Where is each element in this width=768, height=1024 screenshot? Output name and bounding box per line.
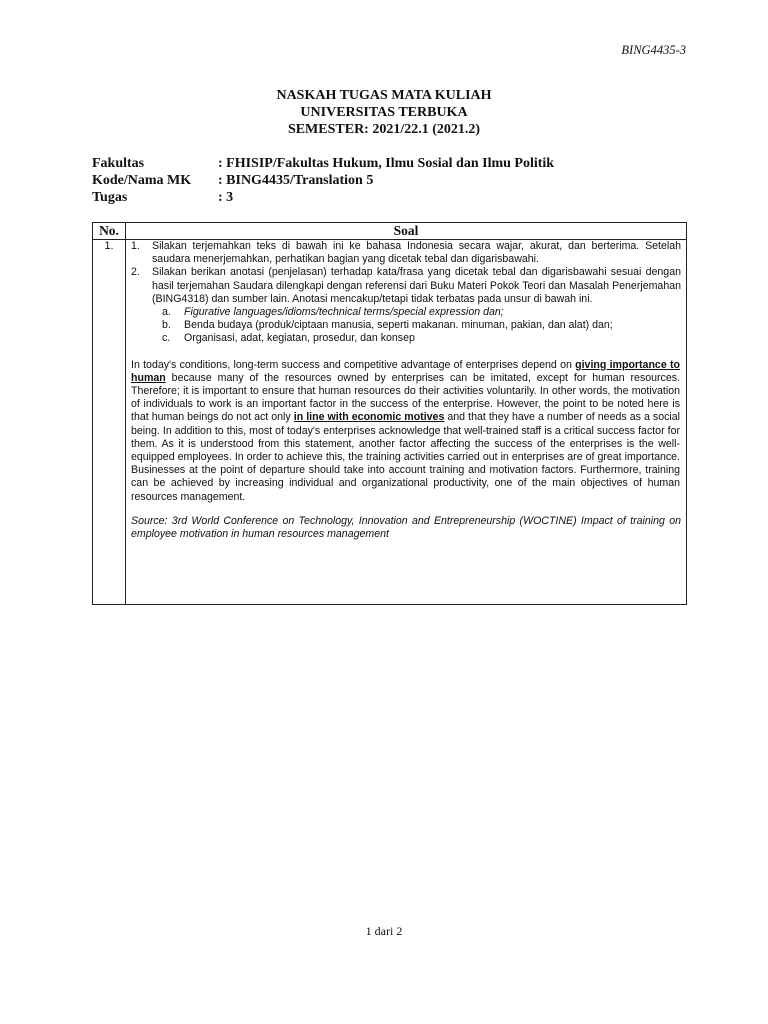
instruction-item — [131, 266, 681, 306]
sub-item — [162, 319, 681, 332]
meta-value: : BING4435/Translation 5 — [218, 173, 374, 188]
meta-label: Kode/Nama MK — [92, 173, 192, 188]
column-header-soal: Soal — [126, 223, 687, 240]
instruction-number: 2. — [131, 266, 140, 279]
meta-value: : FHISIP/Fakultas Hukum, Ilmu Sosial dan Ilmu Politik — [218, 156, 555, 171]
source-passage — [131, 359, 681, 504]
meta-row-assignment — [92, 189, 554, 206]
row-number: 1. — [93, 240, 126, 605]
page-number: 1 dari 2 — [365, 924, 403, 938]
document-title — [0, 87, 768, 138]
highlighted-phrase: in line with economic motives — [293, 411, 445, 424]
meta-row-course — [92, 172, 554, 189]
column-header-no: No. — [93, 223, 126, 240]
sub-item — [162, 332, 681, 345]
sub-item-letter: c. — [162, 332, 171, 345]
table-header-row — [93, 223, 687, 240]
sub-item-text: Benda budaya (produk/ciptaan manusia, seperti makanan. minuman, pakian, dan alat) dan; — [184, 319, 613, 332]
title-line-3: SEMESTER: 2021/22.1 (2021.2) — [287, 122, 481, 137]
sub-item-letter: b. — [162, 319, 171, 332]
instruction-text: Silakan terjemahkan teks di bawah ini ke bahasa Indonesia secara wajar, akurat, dan berterima. Setelah saudara menerjemahkan, perhatikan bagian yang dicetak tebal dan digarisbawahi. — [152, 240, 681, 266]
sub-item-letter: a. — [162, 306, 171, 319]
document-code: BING4435-3 — [621, 43, 686, 57]
meta-label: Fakultas — [92, 156, 145, 171]
source-citation: Source: 3rd World Conference on Technology, Innovation and Entrepreneurship (WOCTINE) Impact of training on employee motivation in human resources management — [131, 514, 681, 541]
instruction-item — [131, 240, 681, 266]
highlighted-phrase: giving importance to human — [131, 358, 680, 384]
meta-row-faculty — [92, 155, 554, 172]
title-line-2: UNIVERSITAS TERBUKA — [300, 105, 468, 120]
title-line-1: NASKAH TUGAS MATA KULIAH — [276, 88, 492, 103]
sub-item — [162, 306, 681, 319]
sub-item-text: Organisasi, adat, kegiatan, prosedur, dan konsep — [184, 332, 415, 345]
question-table — [92, 222, 687, 605]
meta-label: Tugas — [92, 190, 128, 205]
question-content — [126, 240, 687, 605]
table-row — [93, 240, 687, 605]
passage-text: In today's conditions, long-term success and competitive advantage of enterprises depend on — [131, 358, 576, 371]
passage-text: and that they have a number of needs as a social being. In addition to this, most of today's enterprises acknowledge that well-trained staff is a critical success factor for them. As it is understood from this statement, another factor affecting the success of the enterprises is the well-equipped employees. In order to achieve this, the training activities carried out in enterprises are of great importance. Businesses at the point of departure should take into account training and motivation factors. Furthermore, training can be achieved by increasing individual and organizational productivity, one of the main objectives of human resources management. — [131, 411, 680, 503]
course-meta — [92, 155, 554, 206]
passage-text: because many of the resources owned by enterprises can be imitated, except for human resources. Therefore; it is important to ensure that human resources do their activities voluntarily. In other words, the motivation of individuals to work is an important factor in the success of the enterprise. However, the point to be noted here is that human beings do not act only — [131, 371, 680, 424]
meta-value: : 3 — [218, 190, 234, 205]
sub-item-text: Figurative languages/idioms/technical terms/special expression dan; — [184, 306, 504, 319]
instruction-text: Silakan berikan anotasi (penjelasan) terhadap kata/frasa yang dicetak tebal dan digarisbawahi sesuai dengan hasil terjemahan Saudara dilengkapi dengan referensi dari Buku Materi Pokok Teori dan Masalah Penerjemahan (BING4318) dan sumber lain. Anotasi mencakup/tetapi tidak terbatas pada unsur di bawah ini. — [152, 266, 681, 305]
instruction-number: 1. — [131, 240, 140, 252]
